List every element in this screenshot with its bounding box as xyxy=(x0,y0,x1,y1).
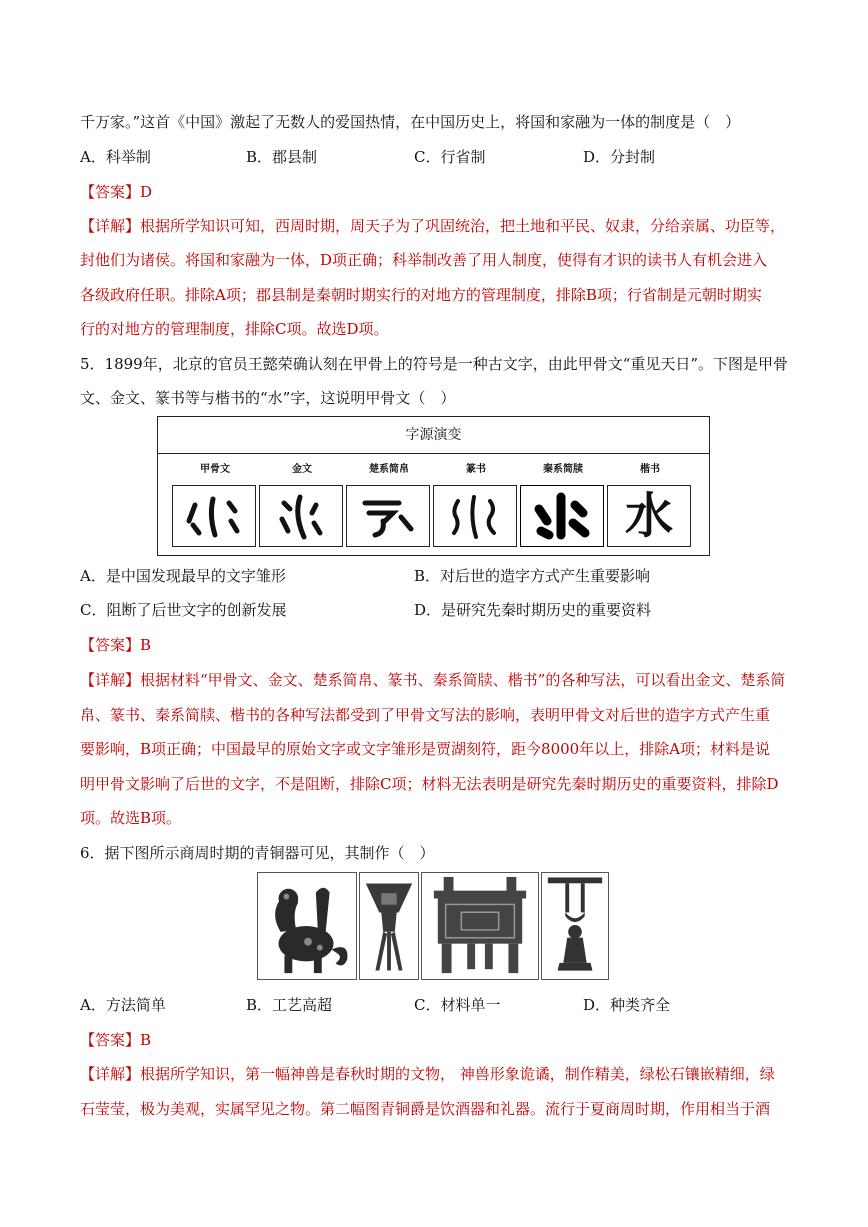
q5-option-a: A．是中国发现最早的文字雏形 xyxy=(80,567,286,585)
bronze-lamp-figure-image xyxy=(541,872,609,980)
q5-answer: 【答案】B xyxy=(80,636,152,654)
glyph-qin-slip xyxy=(520,463,606,547)
glyph-label: 楚系简帛 xyxy=(369,464,409,475)
q4-option-d: D．分封制 xyxy=(583,148,656,166)
q4-detail-line-1: 【详解】根据所学知识可知，西周时期，周天子为了巩固统治，把土地和平民、奴隶，分给亲属、功臣等， xyxy=(80,217,786,235)
q4-detail-line-2: 封他们为诸侯。将国和家融为一体，D项正确；科举制改善了用人制度，使得有才识的读书人有机会进入 xyxy=(80,251,768,269)
glyph-label: 楷书 xyxy=(640,464,660,475)
q6-detail-line-2: 石莹莹，极为美观，实属罕见之物。第二幅图青铜爵是饮酒器和礼器。流行于夏商周时期，作用相当于酒 xyxy=(80,1100,771,1118)
q5-detail-line-2: 帛、篆书、秦系简牍、楷书的各种写法都受到了甲骨文写法的影响，表明甲骨文对后世的造字方式产生重 xyxy=(80,706,771,724)
chu-silk-water-glyph xyxy=(346,485,430,547)
q4-answer: 【答案】D xyxy=(80,183,153,201)
glyph-regular-script xyxy=(607,463,693,547)
regular-script-char: 水 xyxy=(624,488,673,544)
q4-detail-line-3: 各级政府任职。排除A项；郡县制是秦朝时期实行的对地方的管理制度，排除B项；行省制是元朝时期实 xyxy=(80,286,762,304)
glyph-label: 秦系简牍 xyxy=(543,464,583,475)
glyph-label: 篆书 xyxy=(466,464,486,475)
q6-detail-line-1: 【详解】根据所学知识，第一幅神兽是春秋时期的文物， 神兽形象诡谲，制作精美，绿松石镶嵌精细，绿 xyxy=(80,1065,775,1083)
oracle-bone-water-glyph xyxy=(172,485,256,547)
glyph-chu-silk xyxy=(346,463,432,547)
q5-option-c: C．阻断了后世文字的创新发展 xyxy=(80,601,287,619)
q4-detail-line-4: 行的对地方的管理制度，排除C项。故选D项。 xyxy=(80,320,389,338)
q5-option-b: B．对后世的造字方式产生重要影响 xyxy=(414,567,651,585)
glyph-seal-script xyxy=(433,463,519,547)
q5-detail-line-1: 【详解】根据材料“甲骨文、金文、楚系简帛、篆书、秦系简牍、楷书”的各种写法，可以看出金文、楚系简 xyxy=(80,671,786,689)
figure-title: 字源演变 xyxy=(158,417,709,454)
q6-stem: 6．据下图所示商周时期的青铜器可见，其制作（ ） xyxy=(80,844,435,862)
q6-option-d: D．种类齐全 xyxy=(583,996,671,1014)
bronze-jue-vessel-image xyxy=(359,872,419,980)
bronze-script-water-glyph xyxy=(259,485,343,547)
q6-option-c: C．材料单一 xyxy=(414,996,501,1014)
qin-slip-water-glyph xyxy=(520,485,604,547)
bronze-ding-vessel-image xyxy=(421,872,539,980)
q5-stem-line-1: 5．1899年，北京的官员王懿荣确认刻在甲骨上的符号是一种古文字，由此甲骨文“重见天日”。下图是甲骨 xyxy=(80,355,789,373)
q5-detail-line-3: 要影响，B项正确；中国最早的原始文字或文字雏形是贾湖刻符，距今8000年以上，排除A项；材料是说 xyxy=(80,740,771,758)
glyph-label: 金文 xyxy=(292,464,312,475)
glyph-oracle-bone xyxy=(172,463,258,547)
q5-option-d: D．是研究先秦时期历史的重要资料 xyxy=(414,601,652,619)
q4-option-b: B．郡县制 xyxy=(246,148,318,166)
q6-option-b: B．工艺高超 xyxy=(246,996,333,1014)
bronze-beast-image xyxy=(257,872,357,980)
glyph-bronze-script xyxy=(259,463,345,547)
q4-option-a: A．科举制 xyxy=(80,148,151,166)
q6-option-a: A．方法简单 xyxy=(80,996,166,1014)
regular-script-water-glyph xyxy=(607,485,691,547)
bronze-ware-figure xyxy=(257,872,609,980)
q4-stem: 千万家。”这首《中国》激起了无数人的爱国热情，在中国历史上，将国和家融为一体的制度是（ ） xyxy=(80,113,741,131)
q5-detail-line-4: 明甲骨文影响了后世的文字，不是阻断，排除C项；材料无法表明是研究先秦时期历史的重要资料，排除D xyxy=(80,775,779,793)
q6-answer: 【答案】B xyxy=(80,1031,152,1049)
q5-detail-line-5: 项。故选B项。 xyxy=(80,809,182,827)
script-evolution-figure xyxy=(157,416,710,556)
seal-script-water-glyph xyxy=(433,485,517,547)
q5-stem-line-2: 文、金文、篆书等与楷书的“水”字，这说明甲骨文（ ） xyxy=(80,389,456,407)
glyph-label: 甲骨文 xyxy=(200,464,230,475)
q4-option-c: C．行省制 xyxy=(414,148,486,166)
